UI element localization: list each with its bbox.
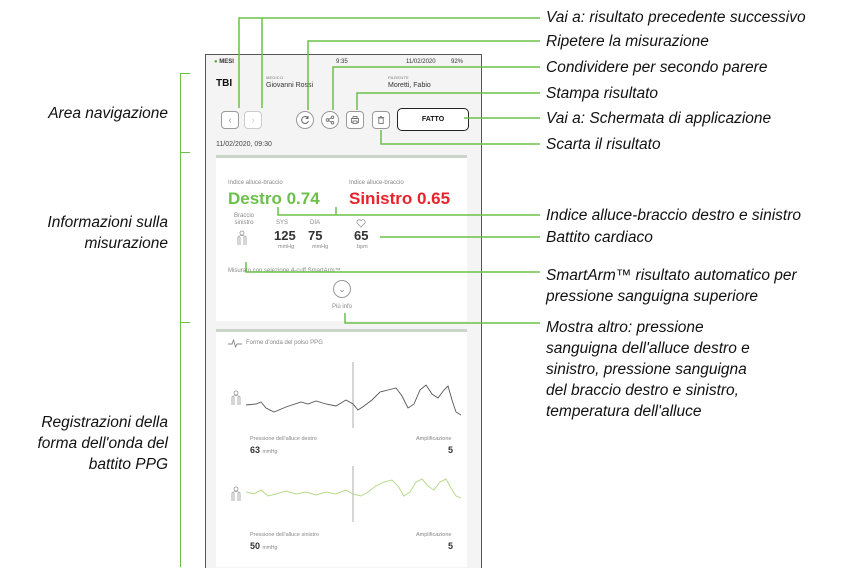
patient-name: Moretti, Fabio: [388, 82, 431, 89]
anno-share: Condividere per secondo parere: [546, 59, 768, 76]
anno-repeat: Ripetere la misurazione: [546, 33, 709, 50]
dia-unit: mmHg: [312, 244, 329, 250]
left-pressure-label: Pressione dell'alluce sinistro: [250, 532, 319, 538]
status-time: 9:35: [336, 59, 348, 65]
label-measurement-info: Informazioni sulla misurazione: [47, 214, 168, 252]
chevron-down-icon: ⌄: [338, 283, 346, 294]
left-abi-value: Sinistro 0.65: [349, 189, 451, 208]
chevron-left-icon: ‹: [228, 114, 232, 126]
done-button[interactable]: FATTO: [397, 108, 469, 131]
anno-heart-rate: Battito cardiaco: [546, 229, 653, 246]
sys-unit: mmHg: [278, 244, 295, 250]
left-amp-value: 5: [448, 541, 454, 551]
right-abi-value: Destro 0.74: [228, 189, 320, 208]
anno-show-more: Mostra altro: pressione sanguigna dell'alluce destro e sinistro, pressione sanguigna del braccio destro e sinistro, temperatura dell'alluce: [546, 319, 750, 420]
left-abi-label: Indice alluce-braccio: [349, 180, 404, 186]
measured-note: Misurato con selezione 4-cuff SmartArm™.: [228, 268, 343, 274]
right-pressure-label: Pressione dell'alluce destro: [250, 436, 317, 442]
right-abi-label: Indice alluce-braccio: [228, 180, 283, 186]
anno-print: Stampa risultato: [546, 85, 658, 102]
waveform-title: Forme d'onda del polso PPG: [246, 340, 323, 346]
patient-label: PAZIENTE: [388, 75, 409, 80]
anno-abi: Indice alluce-braccio destro e sinistro: [546, 207, 802, 224]
dia-label: DIA: [310, 220, 321, 226]
more-info-label[interactable]: Più info: [332, 304, 353, 310]
page-title: TBI: [216, 78, 233, 89]
doctor-label: MEDICO: [266, 75, 284, 80]
measurement-timestamp: 11/02/2020, 09:30: [216, 141, 272, 148]
status-brand: ● MESI: [214, 59, 234, 65]
chevron-right-icon: ›: [251, 114, 255, 126]
sys-value: 125: [274, 228, 296, 243]
label-waveform-recordings: Registrazioni della forma dell'onda del battito PPG: [37, 414, 168, 473]
status-battery: 92%: [451, 59, 464, 65]
label-nav-area: Area navigazione: [48, 105, 168, 122]
right-amp-label: Amplificazione: [416, 436, 452, 442]
left-pressure-value: 50 mmHg: [250, 541, 278, 551]
right-pressure-value: 63 mmHg: [250, 445, 278, 455]
anno-goto-app: Vai a: Schermata di applicazione: [546, 110, 772, 127]
status-date: 11/02/2020: [406, 59, 436, 65]
anno-prev-next: Vai a: risultato precedente successivo: [546, 9, 806, 26]
anno-discard: Scarta il risultato: [546, 136, 661, 153]
right-amp-value: 5: [448, 445, 454, 455]
left-amp-label: Amplificazione: [416, 532, 452, 538]
arm-label: Braccio sinistro: [233, 213, 254, 226]
sys-label: SYS: [276, 220, 289, 226]
anno-smartarm: SmartArm™ risultato automatico per pressione sanguigna superiore: [546, 267, 797, 305]
heart-rate-unit: bpm: [357, 244, 368, 250]
heart-rate-value: 65: [354, 228, 369, 243]
doctor-name: Giovanni Rossi: [266, 82, 314, 89]
dia-value: 75: [308, 228, 323, 243]
